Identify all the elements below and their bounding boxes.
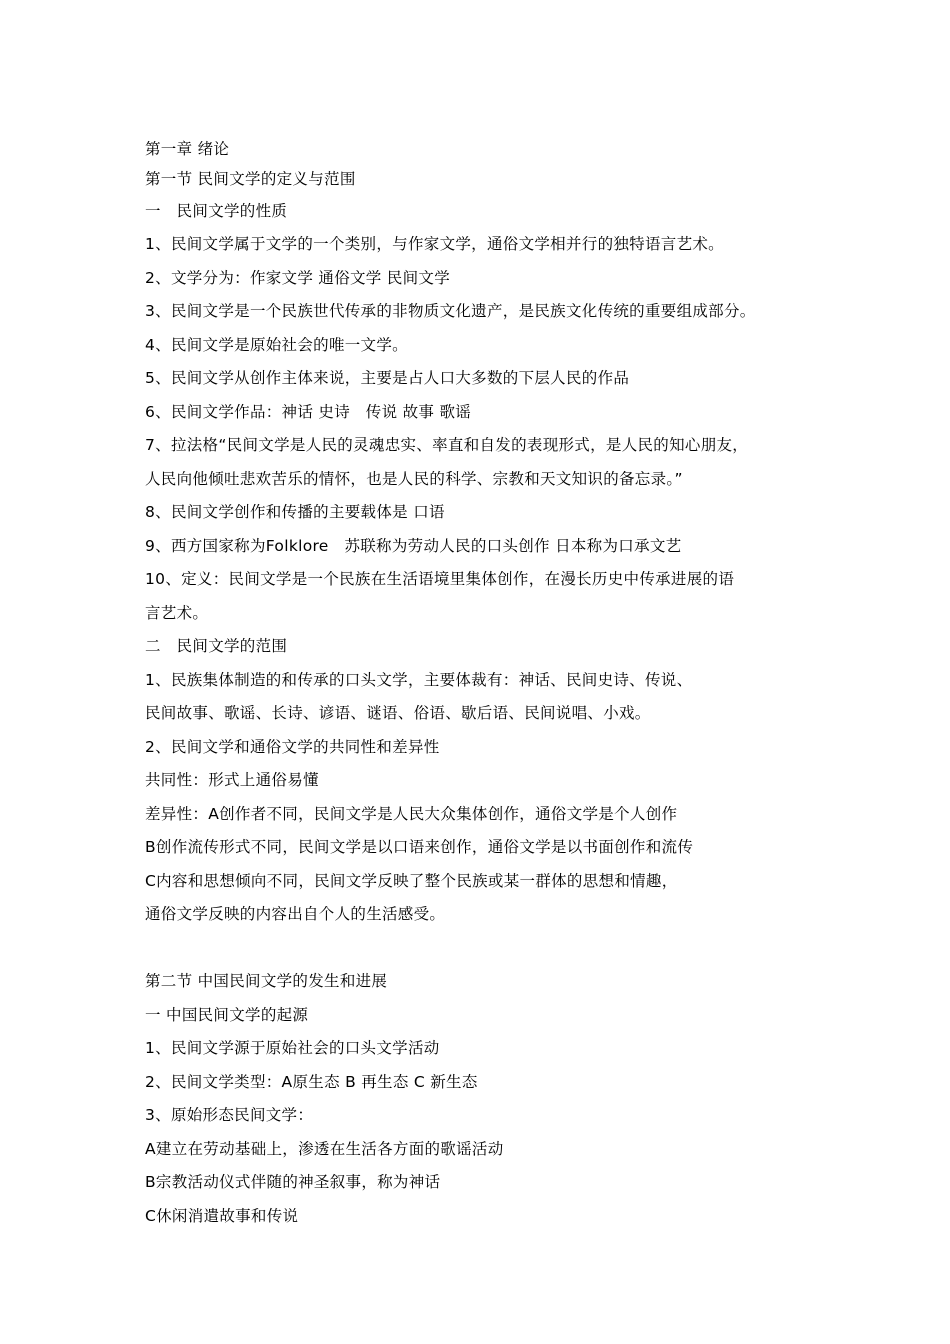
text-line: 2、文学分为：作家文学 通俗文学 民间文学 xyxy=(145,269,451,287)
text-line: 8、民间文学创作和传播的主要载体是 口语 xyxy=(145,503,445,521)
subsection-heading: 一 民间文学的性质 xyxy=(145,202,288,220)
text-line: 人民向他倾吐悲欢苦乐的情怀，也是人民的科学、宗教和天文知识的备忘录。” xyxy=(145,470,683,488)
text-line: 6、民间文学作品：神话 史诗 传说 故事 歌谣 xyxy=(145,403,472,421)
text-line: 7、拉法格“民间文学是人民的灵魂忠实、率直和自发的表现形式，是人民的知心朋友， xyxy=(145,436,749,454)
section-title: 第一节 民间文学的定义与范围 xyxy=(145,170,356,188)
text-line: 2、民间文学和通俗文学的共同性和差异性 xyxy=(145,738,440,756)
text-line: 1、民间文学源于原始社会的口头文学活动 xyxy=(145,1039,440,1057)
text-line: B宗教活动仪式伴随的神圣叙事，称为神话 xyxy=(145,1173,441,1191)
subsection-heading: 二 民间文学的范围 xyxy=(145,637,288,655)
text-line: 5、民间文学从创作主体来说，主要是占人口大多数的下层人民的作品 xyxy=(145,369,630,387)
text-line: 3、原始形态民间文学： xyxy=(145,1106,314,1124)
text-line: 9、西方国家称为Folklore 苏联称为劳动人民的口头创作 日本称为口承文艺 xyxy=(145,537,682,555)
text-line: 民间故事、歌谣、长诗、谚语、谜语、俗语、歇后语、民间说唱、小戏。 xyxy=(145,704,651,722)
text-line: A建立在劳动基础上，渗透在生活各方面的歌谣活动 xyxy=(145,1140,504,1158)
text-line: 4、民间文学是原始社会的唯一文学。 xyxy=(145,336,408,354)
text-line: 言艺术。 xyxy=(145,604,209,622)
text-line: 1、民间文学属于文学的一个类别，与作家文学，通俗文学相并行的独特语言艺术。 xyxy=(145,235,724,253)
text-line: C休闲消遣故事和传说 xyxy=(145,1207,299,1225)
text-line: 2、民间文学类型：A原生态 B 再生态 C 新生态 xyxy=(145,1073,478,1091)
text-line: B创作流传形式不同，民间文学是以口语来创作，通俗文学是以书面创作和流传 xyxy=(145,838,694,856)
text-line: 1、民族集体制造的和传承的口头文学，主要体裁有：神话、民间史诗、传说、 xyxy=(145,671,693,689)
chapter-title: 第一章 绪论 xyxy=(145,140,230,158)
subsection-heading: 一 中国民间文学的起源 xyxy=(145,1006,309,1024)
text-line: 通俗文学反映的内容出自个人的生活感受。 xyxy=(145,905,446,923)
text-line: 10、定义：民间文学是一个民族在生活语境里集体创作，在漫长历史中传承进展的语 xyxy=(145,570,735,588)
text-line: 3、民间文学是一个民族世代传承的非物质文化遗产，是民族文化传统的重要组成部分。 xyxy=(145,302,756,320)
text-line: C内容和思想倾向不同，民间文学反映了整个民族或某一群体的思想和情趣， xyxy=(145,872,678,890)
text-line: 差异性：A创作者不同，民间文学是人民大众集体创作，通俗文学是个人创作 xyxy=(145,805,678,823)
text-line: 共同性：形式上通俗易懂 xyxy=(145,771,319,789)
section-title: 第二节 中国民间文学的发生和进展 xyxy=(145,972,388,990)
